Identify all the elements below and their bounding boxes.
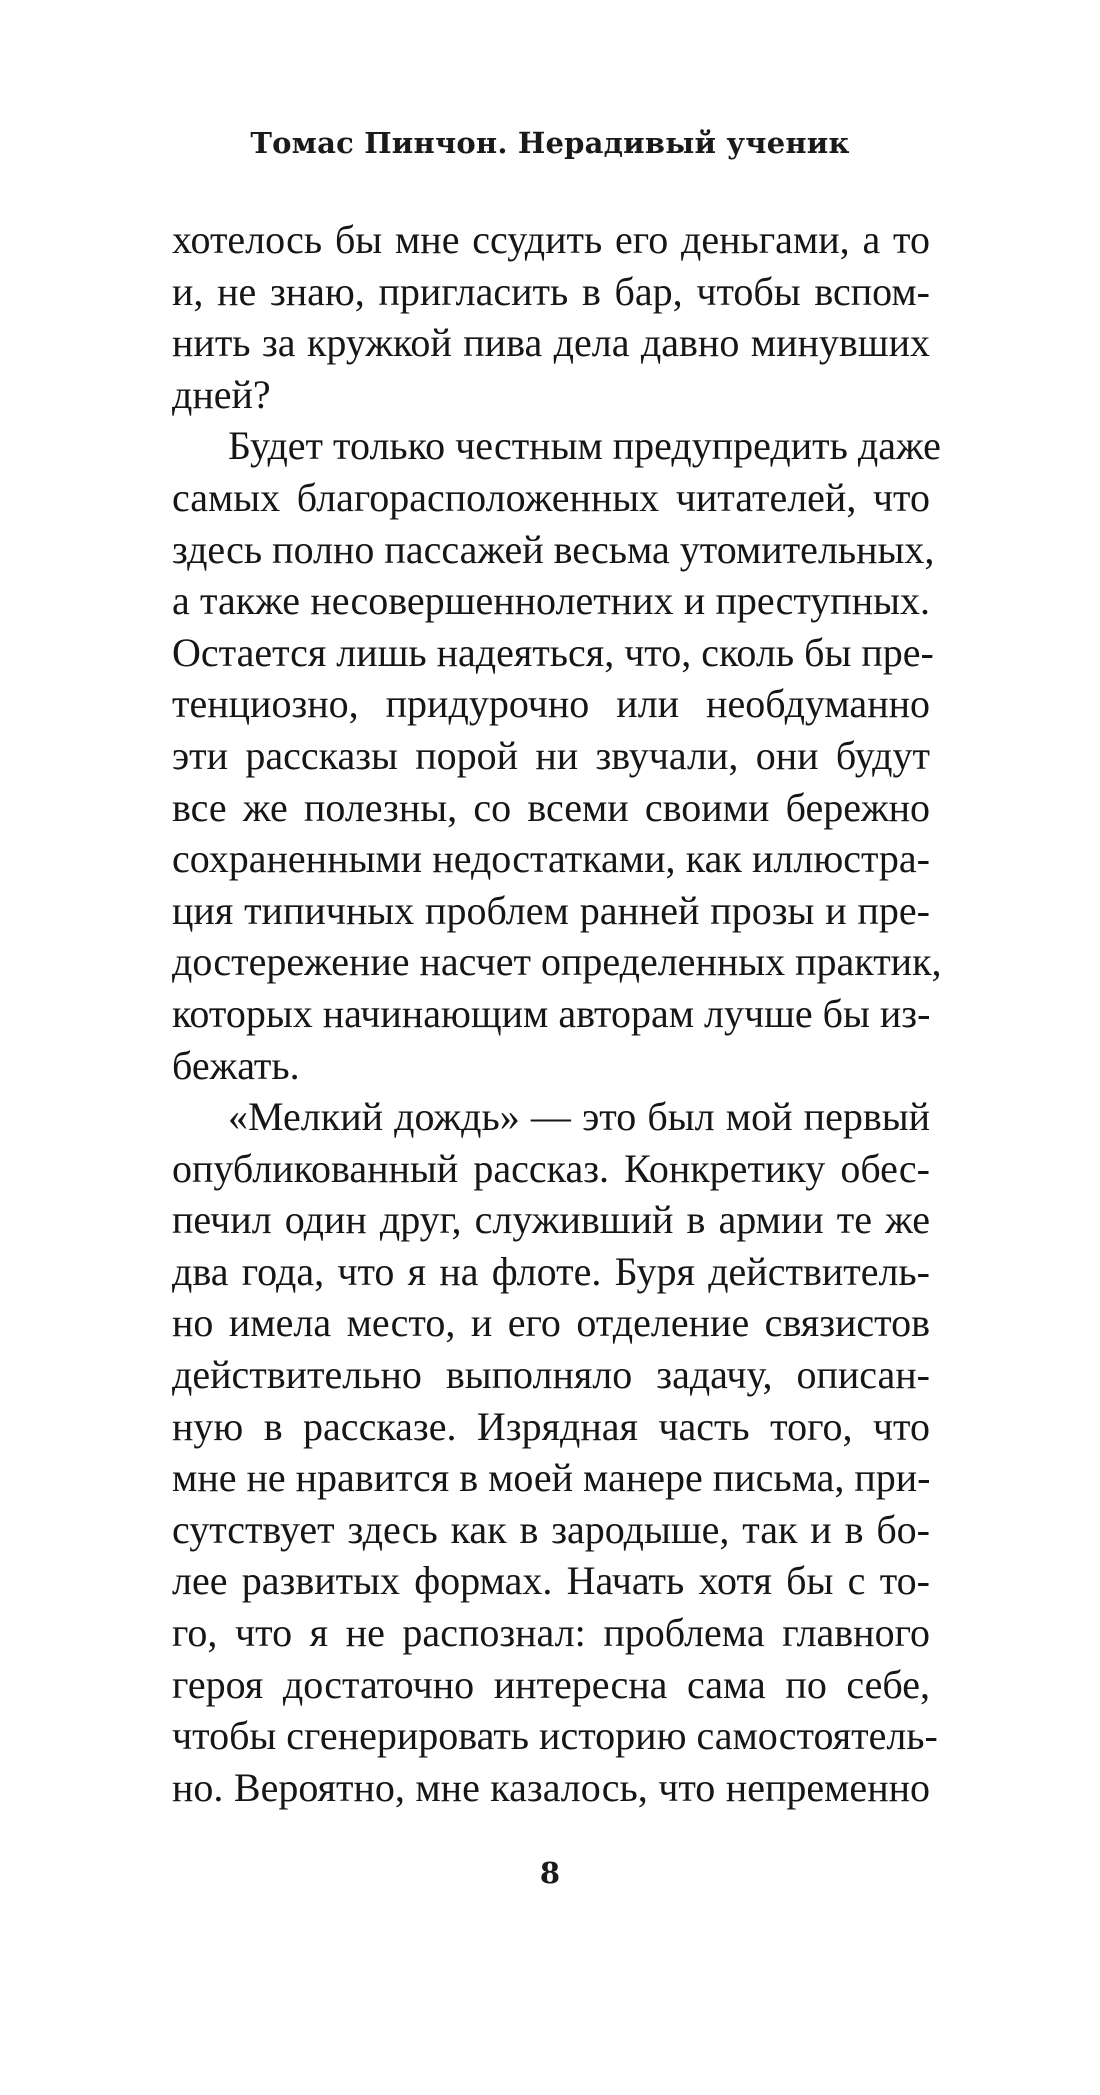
paragraph-2 [172,420,942,1091]
text-line: действительно выполняло задачу, описан- [172,1352,930,1398]
text-line: эти рассказы порой ни звучали, они будут [172,732,930,778]
text-line: печил один друг, служивший в армии те же [172,1197,930,1243]
text-line: все же полезны, со всеми своими бережно [172,784,930,830]
text-line: опубликованный рассказ. Конкретику обес- [172,1145,930,1191]
text-line: хотелось бы мне ссудить его деньгами, а то [172,217,930,262]
text-line: а также несовершеннолетних и преступных. [172,578,930,624]
page-number: 8 [539,1856,561,1890]
text-line: Остается лишь надеяться, что, сколь бы пре- [172,629,934,675]
text-line: ция типичных проблем ранней прозы и пре- [172,887,930,933]
paragraph-3 [172,1091,938,1813]
text-line: нить за кружкой пива дела давно минувших [172,320,930,366]
text-line: сутствует здесь как в зародыше, так и в бо- [172,1506,930,1552]
text-line: тенциозно, придурочно или необдуманно [172,681,930,727]
text-line: дней? [172,371,271,417]
text-line: чтобы сгенерировать историю самостоятель- [172,1713,938,1759]
text-line: ную в рассказе. Изрядная часть того, что [172,1403,930,1449]
text-line: два года, что я на флоте. Буря действитель- [172,1248,930,1294]
text-line: здесь полно пассажей весьма утомительных, [172,526,935,572]
text-line: героя достаточно интересна сама по себе, [172,1661,930,1707]
body-text [172,214,942,1813]
text-line: достережение насчет определенных практик, [172,939,942,985]
text-line: сохраненными недостатками, как иллюстра- [172,836,930,882]
text-line: но имела место, и его отделение связистов [172,1300,930,1346]
text-line: лее развитых формах. Начать хотя бы с то- [172,1558,930,1604]
text-line: которых начинающим авторам лучше бы из- [172,990,931,1036]
text-line: мне не нравится в моей манере письма, при- [172,1455,931,1501]
paragraph-1 [172,214,930,420]
text-line: Будет только честным предупредить даже [228,423,941,469]
text-line: но. Вероятно, мне казалось, что непременно [172,1764,930,1810]
text-line: самых благорасположенных читателей, что [172,474,930,520]
text-line: «Мелкий дождь» — это был мой первый [228,1094,930,1140]
text-line: го, что я не распознал: проблема главного [172,1610,930,1656]
running-header: Томас Пинчон. Нерадивый ученик [250,126,850,160]
text-line: бежать. [172,1042,300,1088]
text-line: и, не знаю, пригласить в бар, чтобы вспом- [172,268,930,314]
